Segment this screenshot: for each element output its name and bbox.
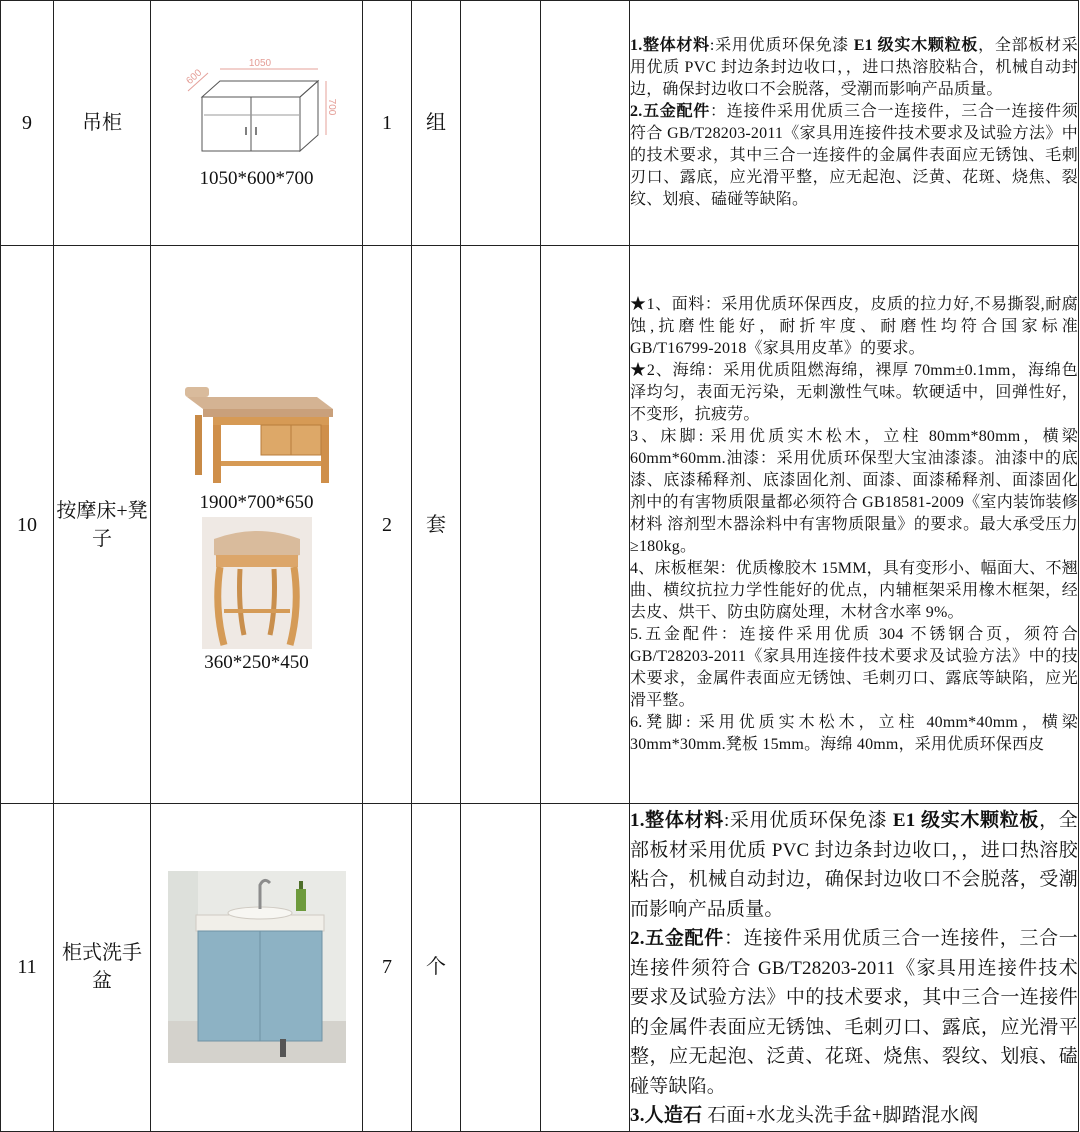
quantity: 2 [363,246,412,804]
product-dimensions: 360*250*450 [204,651,309,673]
quantity: 1 [363,1,412,246]
cabinet-basin-image [168,871,346,1063]
spec-paragraph: 4、床板框架：优质橡胶木 15MM，具有变形小、幅面大、不翘曲、横纹抗拉力学性能好的优点，内辅框架采用橡木框架，经去皮、烘干、防虫防腐处理，木材含水率 9%。 [630,559,1078,621]
product-dimensions: 1050*600*700 [199,168,314,189]
empty-cell [541,804,630,1132]
quantity: 7 [363,804,412,1132]
spec-paragraph: 3.人造石 石面+水龙头洗手盆+脚踏混水阀 [630,1105,979,1126]
item-name: 柜式洗手盆 [54,804,151,1132]
spec-description [630,1,1079,246]
spec-paragraph: 3、床脚: 采用优质实木松木，立柱 80mm*80mm，横梁 60mm*60mm.油漆：采用优质环保型大宝油漆漆。油漆中的底漆、底漆稀释剂、底漆固化剂、面漆、面漆稀释剂、面漆固化剂中的有害物质限量都必须符合 GB18581-2009《室内装饰装修材料 溶剂型木器涂料中有害物质限量》的要求。最大承受压力≥180kg。 [630,427,1078,555]
stool-image [202,517,312,649]
table-row [1,1,1079,246]
spec-paragraph: ★1、面料：采用优质环保西皮，皮质的拉力好,不易撕裂,耐腐蚀,抗磨性能好，耐折牢度、耐磨性均符合国家标准 GB/T16799-2018《家具用皮革》的要求。 [630,295,1078,357]
empty-cell [541,1,630,246]
spec-paragraph: 5.五金配件：连接件采用优质 304 不锈钢合页，须符合 GB/T28203-2011《家具用连接件技术要求及试验方法》中的技术要求，金属件表面应无锈蚀、毛刺刃口、露底等缺陷，应光滑平整。 [630,625,1078,709]
empty-cell [461,246,541,804]
drawing-height-label: 700 [325,98,337,116]
massage-bed-image [177,375,337,485]
empty-cell [461,1,541,246]
spec-paragraph: 2.五金配件：连接件采用优质三合一连接件，三合一连接件须符合 GB/T28203-2011《家具用连接件技术要求及试验方法》中的技术要求，其中三合一连接件的金属件表面应无锈蚀、毛刺刃口、露底，应光滑平整，应无起泡、泛黄、花斑、烧焦、裂纹、划痕、磕碰等缺陷。 [630,103,1078,208]
product-dimensions: 1900*700*650 [199,491,314,513]
unit: 个 [412,804,461,1132]
table-row [1,246,1079,804]
drawing-depth-label: 600 [183,67,204,87]
empty-cell [461,804,541,1132]
spec-paragraph: 1.整体材料:采用优质环保免漆 E1 级实木颗粒板，全部板材采用优质 PVC 封边条封边收口，，进口热溶胶粘合，机械自动封边，确保封边收口不会脱落，受潮而影响产品质量。 [630,37,1078,98]
spec-paragraph: 6.凳脚: 采用优质实木松木，立柱 40mm*40mm，横梁 30mm*30mm.凳板 15mm。海绵 40mm，采用优质环保西皮 [630,713,1078,753]
row-number: 9 [1,1,54,246]
row-number: 11 [1,804,54,1132]
spec-description [630,246,1079,804]
spec-paragraph: 1.整体材料:采用优质环保免漆 E1 级实木颗粒板，全部板材采用优质 PVC 封边条封边收口，，进口热溶胶粘合，机械自动封边，确保封边收口不会脱落，受潮而影响产品质量。 [630,810,1079,920]
product-image-cell [151,246,363,804]
wall-cabinet-drawing [182,55,337,155]
drawing-width-label: 1050 [248,58,271,69]
unit: 套 [412,246,461,804]
product-image-cell [151,1,363,246]
spec-paragraph: 2.五金配件：连接件采用优质三合一连接件，三合一连接件须符合 GB/T28203-2011《家具用连接件技术要求及试验方法》中的技术要求，其中三合一连接件的金属件表面应无锈蚀、毛刺刃口、露底，应光滑平整，应无起泡、泛黄、花斑、烧焦、裂纹、划痕、磕碰等缺陷。 [630,928,1078,1097]
row-number: 10 [1,246,54,804]
item-name: 按摩床+凳子 [54,246,151,804]
table-row [1,804,1079,1132]
unit: 组 [412,1,461,246]
item-name: 吊柜 [54,1,151,246]
spec-description [630,804,1079,1132]
product-image-cell [151,804,363,1132]
spec-paragraph: ★2、海绵：采用优质阻燃海绵，裸厚 70mm±0.1mm，海绵色泽均匀，表面无污染，无刺激性气味。软硬适中，回弹性好，不变形，抗疲劳。 [630,361,1078,423]
empty-cell [541,246,630,804]
